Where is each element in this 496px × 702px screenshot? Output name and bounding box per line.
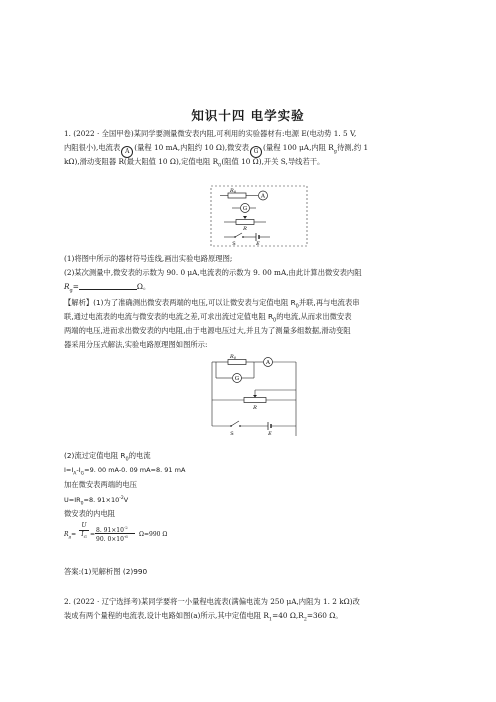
formula-2: $U=IR_0=8$. $91\times 10^{-2}V$ — [64, 496, 129, 507]
analysis-line-2: 联,通过电流表的电流与微安表的电流之差,可求出流过定值电阻 $R_0$的电流,从而求出微安表 — [64, 312, 352, 324]
analysis-line-6: 加在微安表两端的电压 — [64, 480, 137, 489]
document-page: 知识十四 电学实验 1. (2022 · 全国甲卷)某同学要测量微安表内阻,可利用的实验器材有:电源 E(电动势 1. 5 V, 内阻很小),电流表 A (量程 10 mA,内阻约 10 Ω),微安表 G (量程 100 μA,内阻 $R_g$待测,约 1 kΩ),滑动变阻器 R(最大阻值 10 Ω),定值电阻 $R_0$(阻值 10 Ω),开关 S,导线若干。 $R_0$ A G R S E (1)将图中所示的器材符号连线,画出实验电路原理图; (2)某次测量中,微安表的示数为 90. 0 μA,电流表的示数为 9. 00 mA,由此计算出微安表内阻 $R_g= \Omega$。 【解析】(1)为了准确测出微安表两端的电压,可以让微安表与定值电阻 $R_0$并联,再与电流表串 联,通过电流表的电流与微安表的电流之差,可求出流过定值电阻 $R_0$的电流,从而求出微安表 两端的电压,进而求出微安表的内电阻,由于电源电压过大,并且为了测量多组数据,滑动变阻 器采用分压式解法,实验电路原理图如图所示: $R_0$ G A R S E (2)流过定值电阻 $R_0$的电流 $I=I_A-I_G=9$. 00 mA-0. 09 mA=8. 91 mA 加在微安表两端的电压 $U=IR_0=8$. $91\times 10^{-2}V$ 微安表的内电阻 $R_g=$ U $I_G$ = 8. $91\times 10^{-2}$ 90. $0\times 10^{-6}$ Ω=990 Ω 答案:(1)见解析图 (2)990 2. (2022 · 辽宁选择考)某同学要将一小量程电流表(满偏电流为 250 μA,内阻为 1. 2 kΩ)改 装成有两个量程的电流表,设计电路如图(a)所示,其中定值电阻 $R_1=40$ $\Omega,R_2=360$ Ω。 — [0, 0, 496, 702]
svg-text:R0: $R_0$ — [230, 354, 236, 360]
galvanometer-symbol-icon: G — [250, 146, 262, 158]
analysis-line-1: 【解析】(1)为了准确测出微安表两端的电压,可以让微安表与定值电阻 $R_0$并联,再与电流表串 — [64, 298, 360, 310]
analysis-line-4: 器采用分压式解法,实验电路原理图如图所示: — [64, 340, 208, 349]
q1-line-2-b: (量程 10 mA,内阻约 10 Ω),微安表 — [134, 143, 250, 152]
answer-blank[interactable] — [79, 282, 137, 290]
q1-line-3-b: (阻值 10 Ω),开关 S,导线若干。 — [221, 157, 325, 166]
r0-label: $R_0$ — [230, 188, 236, 194]
page-title: 知识十四 电学实验 — [191, 108, 305, 123]
svg-text:G: G — [234, 376, 240, 382]
q2-line-1: 2. (2022 · 辽宁选择考)某同学要将一小量程电流表(满偏电流为 250 μA,内阻为 1. 2 kΩ)改 — [64, 597, 360, 606]
answer-line: 答案:(1)见解析图 (2)990 — [64, 567, 148, 576]
svg-text:S: S — [230, 431, 234, 437]
analysis-line-3: 两端的电压,进而求出微安表的内电阻,由于电源电压过大,并且为了测量多组数据,滑动变阻 — [64, 326, 351, 335]
q1-line-3-a: kΩ),滑动变阻器 R(最大阻值 10 Ω),定值电阻 R — [64, 157, 219, 166]
rheostat-label: R — [243, 226, 247, 232]
q1-line-2: 内阻很小),电流表 A (量程 10 mA,内阻约 10 Ω),微安表 G (量程 100 μA,内阻 $R_g$待测,约 1 — [64, 142, 434, 158]
q1-sub-2-answer-line: $R_g= \Omega$。 — [64, 282, 151, 294]
rg-symbol: R — [64, 282, 70, 291]
formula-1: $I=I_A-I_G=9$. 00 mA-0. 09 mA=8. 91 mA — [64, 466, 186, 477]
galvanometer-label: G — [242, 206, 248, 212]
unit-text: Ω。 — [136, 282, 151, 291]
svg-text:R: R — [253, 405, 257, 411]
q1-line-2-c: (量程 100 μA,内阻 R — [263, 143, 334, 152]
svg-text:A: A — [266, 360, 270, 366]
circuit-rheostat-icon — [244, 398, 266, 403]
analysis-line-5: (2)流过定值电阻 $R_0$的电流 — [64, 451, 151, 463]
switch-label: S — [232, 241, 236, 247]
analysis-line-7: 微安表的内电阻 — [64, 509, 116, 518]
q1-line-3: kΩ),滑动变阻器 R(最大阻值 10 Ω),定值电阻 $R_0$(阻值 10 Ω),开关 S,导线若干。 — [64, 157, 325, 169]
circuit-diagram — [208, 352, 304, 438]
components-diagram — [210, 185, 308, 247]
q1-sub-1: (1)将图中所示的器材符号连线,画出实验电路原理图; — [64, 254, 233, 263]
q1-line-2-a: 内阻很小),电流表 — [64, 143, 121, 152]
equals-sign: = — [72, 282, 79, 291]
circuit-switch-icon — [231, 421, 239, 426]
q1-sub-2: (2)某次测量中,微安表的示数为 90. 0 μA,电流表的示数为 9. 00 mA,由此计算出微安表内阻 — [64, 268, 362, 277]
circuit-r0-icon — [228, 360, 246, 365]
rheostat-icon — [236, 220, 254, 225]
switch-icon — [235, 233, 242, 237]
svg-text:E: E — [268, 431, 272, 437]
q2-line-2: 装成有两个量程的电流表,设计电路如图(a)所示,其中定值电阻 $R_1=40$ $\Omega,R_2=360$ Ω。 — [64, 611, 343, 623]
q1-line-2-d: 待测,约 1 — [337, 143, 369, 152]
ammeter-symbol-icon: A — [121, 146, 133, 158]
q1-line-1: 1. (2022 · 全国甲卷)某同学要测量微安表内阻,可利用的实验器材有:电源 E(电动势 1. 5 V, — [64, 129, 357, 138]
ammeter-label: A — [261, 193, 265, 200]
battery-label: E — [256, 241, 260, 247]
